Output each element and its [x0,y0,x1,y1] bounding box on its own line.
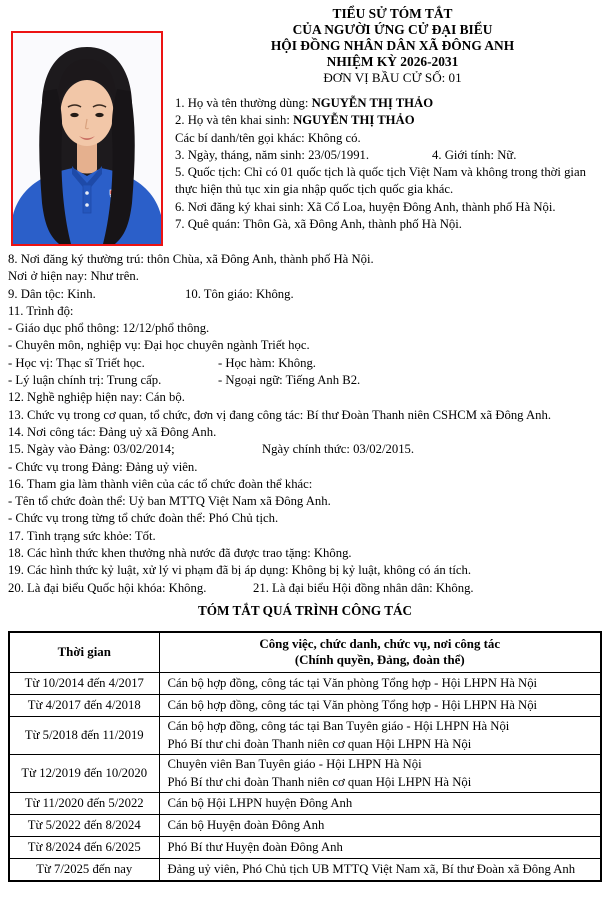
row-time: Từ 12/2019 đến 10/2020 [9,755,159,793]
row-job-line: Cán bộ hợp đồng, công tác tại Văn phòng Tổng hợp - Hội LHPN Hà Nội [167,675,538,690]
item-foreign-language: - Ngoại ngữ: Tiếng Anh B2. [218,373,361,388]
row-time: Từ 7/2025 đến nay [9,859,159,882]
item-religion: 10. Tôn giáo: Không. [185,286,294,301]
item2-value: NGUYỄN THỊ THẢO [293,113,415,128]
item-organization-name: - Tên tổ chức đoàn thể: Uỷ ban MTTQ Việt Nam xã Đông Anh. [8,494,331,509]
item-professional-education: - Chuyên môn, nghiệp vụ: Đại học chuyên ngành Triết học. [8,338,310,353]
item-party-official-date: Ngày chính thức: 03/02/2015. [262,442,415,457]
row-job-line: Chuyên viên Ban Tuyên giáo - Hội LHPN Hà Nội [167,757,422,772]
candidate-photo [11,31,163,246]
portrait-illustration [13,33,161,244]
title-line-4: NHIỆM KỲ 2026-2031 [326,54,459,69]
row-job-line: Cán bộ hợp đồng, công tác tại Văn phòng Tổng hợp - Hội LHPN Hà Nội [167,697,538,712]
item-political-theory: - Lý luận chính trị: Trung cấp. [8,373,162,388]
column-header-time: Thời gian [9,632,159,673]
item-ethnicity-religion [8,286,606,303]
table-row [9,672,601,694]
row-time: Từ 10/2014 đến 4/2017 [9,672,159,694]
column-header-job-line2: (Chính quyền, Đảng, đoàn thể) [294,653,465,668]
item-deputy-status [8,580,606,597]
table-row [9,755,601,793]
row-job [159,716,601,754]
row-job [159,815,601,837]
item-party-dates [8,441,606,458]
item-disciplinary-record: 19. Các hình thức kỷ luật, xử lý vi phạm đã bị áp dụng: Không bị kỷ luật, không có án tích. [8,563,472,578]
item1-value: NGUYỄN THỊ THẢO [311,96,434,110]
item-aliases: Các bí danh/tên gọi khác: Không có. [175,130,361,145]
item-ethnicity: 9. Dân tộc: Kinh. [8,286,96,301]
row-time: Từ 11/2020 đến 5/2022 [9,793,159,815]
item-occupation: 12. Nghề nghiệp hiện nay: Cán bộ. [8,390,185,405]
title-line-3: HỘI ĐỒNG NHÂN DÂN XÃ ĐÔNG ANH [270,38,515,53]
item-peoples-council: 21. Là đại biểu Hội đồng nhân dân: Không. [253,580,474,595]
item-party-join-date: 15. Ngày vào Đảng: 03/02/2014; [8,442,175,457]
item-gender: 4. Giới tính: Nữ. [432,147,517,162]
item-current-position: 13. Chức vụ trong cơ quan, tổ chức, đơn vị đang công tác: Bí thư Đoàn Thanh niên CSHCM xã Đông Anh. [8,407,552,422]
column-header-job [159,632,601,673]
item-birthdate: 3. Ngày, tháng, năm sinh: 23/05/1991. [175,147,370,162]
item-health-status: 17. Tình trạng sức khỏe: Tốt. [8,528,156,543]
bio-items-full-width [0,248,610,597]
item-workplace: 14. Nơi công tác: Đảng uỷ xã Đông Anh. [8,424,217,439]
row-job-line: Cán bộ Huyện đoàn Đông Anh [167,818,325,833]
election-unit-line: ĐƠN VỊ BẦU CỬ SỐ: 01 [323,70,462,85]
item-organization-position: - Chức vụ trong từng tổ chức đoàn thể: Phó Chủ tịch. [8,511,279,526]
table-row [9,716,601,754]
row-time: Từ 4/2017 đến 4/2018 [9,694,159,716]
row-job-line: Cán bộ hợp đồng, công tác tại Ban Tuyên giáo - Hội LHPN Hà Nội [167,718,510,733]
work-history-table [8,631,602,882]
item-permanent-residence: 8. Nơi đăng ký thường trú: thôn Chùa, xã Đông Anh, thành phố Hà Nội. [8,252,374,266]
row-job [159,672,601,694]
item-hometown: 7. Quê quán: Thôn Gà, xã Đông Anh, thành phố Hà Nội. [175,217,462,232]
item-academic-title: - Học hàm: Không. [218,355,316,370]
row-job [159,755,601,793]
row-job-line: Đảng uỷ viên, Phó Chủ tịch UB MTTQ Việt Nam xã, Bí thư Đoàn xã Đông Anh [167,862,576,877]
row-job [159,793,601,815]
row-job-line: Cán bộ Hội LHPN huyện Đông Anh [167,796,353,811]
row-job-line: Phó Bí thư chi đoàn Thanh niên cơ quan Hội LHPN Hà Nội [167,736,472,751]
table-row [9,694,601,716]
item-degree-title [8,355,606,372]
table-row [9,837,601,859]
item1-label: 1. Họ và tên thường dùng: [175,96,312,110]
item2-label: 2. Họ và tên khai sinh: [175,113,294,128]
column-header-job-line1: Công việc, chức danh, chức vụ, nơi công tác [259,636,501,651]
item-national-assembly: 20. Là đại biểu Quốc hội khóa: Không. [8,580,207,595]
item-politics-language [8,372,606,389]
item-state-awards: 18. Các hình thức khen thưởng nhà nước đã được trao tặng: Không. [8,546,352,561]
row-job [159,859,601,882]
item-current-residence: Nơi ở hiện nay: Như trên. [8,269,139,284]
table-row [9,815,601,837]
row-job [159,837,601,859]
table-row [9,793,601,815]
item-education-heading: 11. Trình độ: [8,303,74,318]
row-job-line: Phó Bí thư Huyện đoàn Đông Anh [167,840,343,855]
title-line-2: CỦA NGƯỜI ỨNG CỬ ĐẠI BIỂU [292,22,493,37]
table-row [9,859,601,882]
row-job-line: Phó Bí thư chi đoàn Thanh niên cơ quan Hội LHPN Hà Nội [167,774,472,789]
item-birth-registration: 6. Nơi đăng ký khai sinh: Xã Cổ Loa, huyện Đông Anh, thành phố Hà Nội. [175,199,556,214]
item-general-education: - Giáo dục phổ thông: 12/12/phổ thông. [8,321,210,336]
row-time: Từ 8/2024 đến 6/2025 [9,837,159,859]
title-line-1: TIỂU SỬ TÓM TẮT [332,6,453,21]
item-organizations-heading: 16. Tham gia làm thành viên của các tổ chức đoàn thể khác: [8,476,313,491]
row-time: Từ 5/2018 đến 11/2019 [9,716,159,754]
row-time: Từ 5/2022 đến 8/2024 [9,815,159,837]
item-party-position: - Chức vụ trong Đảng: Đảng uỷ viên. [8,459,198,474]
table-header-row [9,632,601,673]
item-nationality: 5. Quốc tịch: Chỉ có 01 quốc tịch là quốc tịch Việt Nam và không trong thời gian thực hiện thủ tục xin gia nhập quốc tịch quốc gia khác. [175,165,586,197]
item-degree: - Học vị: Thạc sĩ Triết học. [8,355,145,370]
work-history-title: TÓM TẮT QUÁ TRÌNH CÔNG TÁC [197,602,413,618]
row-job [159,694,601,716]
